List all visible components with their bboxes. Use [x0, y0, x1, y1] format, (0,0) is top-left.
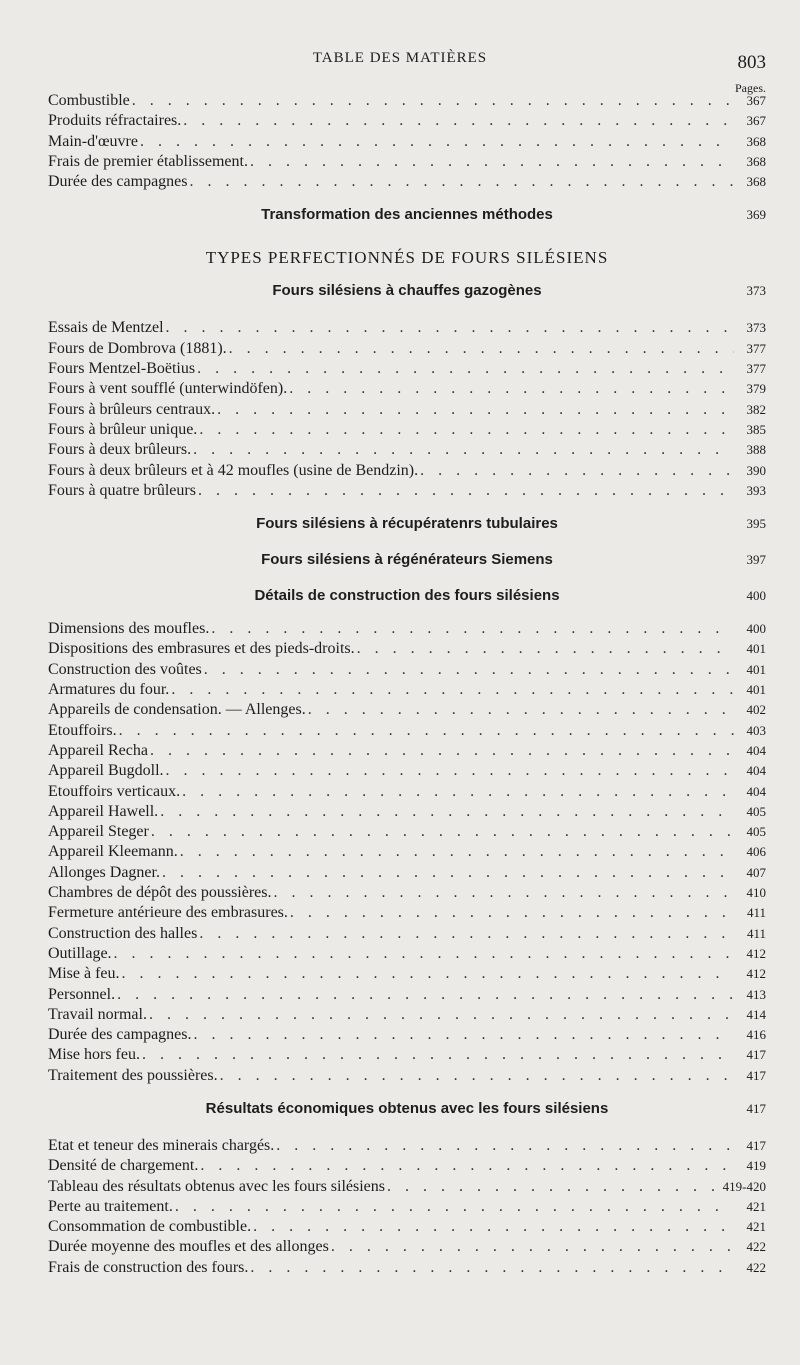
toc-entry	[48, 741, 766, 761]
toc-entry-label: Etouffoirs.	[48, 721, 117, 739]
toc-entry-page: 379	[746, 381, 766, 397]
dot-leader	[253, 1217, 734, 1237]
toc-entry-page: 385	[746, 421, 766, 437]
heading-page: 400	[746, 588, 766, 604]
toc-block-3	[48, 619, 766, 1086]
toc-entry-label: Fours à brûleurs centraux.	[48, 400, 216, 418]
dot-leader	[175, 1197, 734, 1217]
toc-entry-label: Densité de chargement.	[48, 1157, 199, 1175]
toc-entry-page: 411	[746, 905, 766, 921]
toc-entry	[48, 379, 766, 399]
toc-entry	[48, 400, 766, 420]
toc-entry-page: 368	[746, 133, 766, 149]
dot-leader	[420, 461, 734, 481]
dot-leader	[204, 660, 734, 680]
dot-leader	[150, 741, 734, 761]
toc-heading	[48, 278, 766, 304]
toc-heading	[48, 202, 766, 228]
toc-entry-label: Produits réfractaires.	[48, 112, 182, 130]
pages-column-label: Pages.	[735, 81, 766, 95]
toc-entry	[48, 318, 766, 338]
toc-entry-label: Mise hors feu.	[48, 1046, 140, 1064]
dot-leader	[182, 782, 734, 802]
toc-entry	[48, 639, 766, 659]
toc-entry	[48, 111, 766, 131]
toc-entry-page: 412	[746, 945, 766, 961]
toc-entry-label: Outillage.	[48, 944, 112, 962]
dot-leader	[198, 481, 734, 501]
toc-entry-page: 416	[746, 1027, 766, 1043]
toc-entry-page: 405	[746, 824, 766, 840]
toc-block-2	[48, 318, 766, 501]
toc-entry	[48, 802, 766, 822]
dot-leader	[190, 172, 735, 192]
dot-leader	[119, 721, 734, 741]
toc-entry-label: Appareils de condensation. — Allenges.	[48, 701, 306, 719]
toc-entry-page: 413	[746, 986, 766, 1002]
dot-leader	[142, 1045, 734, 1065]
toc-entry-label: Appareil Kleemann.	[48, 843, 178, 861]
toc-entry	[48, 721, 766, 741]
toc-entry	[48, 461, 766, 481]
toc-entry-label: Perte au traitement.	[48, 1197, 173, 1215]
toc-entry	[48, 1217, 766, 1237]
toc-entry	[48, 172, 766, 192]
toc-entry-page: 377	[746, 361, 766, 377]
toc-entry-label: Dispositions des embrasures et des pieds-droits.	[48, 640, 355, 658]
toc-entry-label: Fours à deux brûleurs.	[48, 441, 192, 459]
toc-entry-label: Armatures du four.	[48, 681, 170, 699]
toc-entry	[48, 700, 766, 720]
toc-entry-label: Consommation de combustible.	[48, 1218, 252, 1236]
dot-leader	[357, 639, 734, 659]
toc-entry	[48, 822, 766, 842]
dot-leader	[194, 1025, 735, 1045]
toc-entry-label: Fours à quatre brûleurs	[48, 481, 196, 499]
toc-entry	[48, 761, 766, 781]
toc-entry	[48, 964, 766, 984]
page-number: 803	[737, 52, 766, 73]
heading-page: 395	[746, 516, 766, 532]
toc-entry	[48, 359, 766, 379]
toc-heading	[48, 1096, 766, 1122]
toc-entry-label: Construction des halles	[48, 924, 198, 942]
toc-entry-page: 402	[746, 702, 766, 718]
toc-entry	[48, 91, 766, 111]
toc-entry-page: 404	[746, 763, 766, 779]
toc-entry-page: 419-420	[722, 1178, 766, 1194]
toc-entry-label: Fermeture antérieure des embrasures.	[48, 904, 288, 922]
running-head	[0, 50, 800, 73]
dot-leader	[122, 964, 734, 984]
toc-entry-label: Fours à deux brûleurs et à 42 moufles (usine de Bendzin).	[48, 461, 419, 479]
toc-entry	[48, 903, 766, 923]
toc-entry-label: Frais de premier établissement.	[48, 152, 248, 170]
dot-leader	[289, 379, 734, 399]
toc-entry-label: Appareil Bugdoll.	[48, 762, 164, 780]
toc-entry-label: Fours Mentzel-Boëtius	[48, 360, 196, 378]
toc-entry-page: 417	[746, 1067, 766, 1083]
toc-block-1	[48, 91, 766, 192]
toc-entry-page: 390	[746, 462, 766, 478]
toc-entry	[48, 1136, 766, 1156]
toc-entry-page: 406	[746, 844, 766, 860]
toc-entry-label: Allonges Dagner.	[48, 863, 160, 881]
dot-leader	[220, 1066, 734, 1086]
toc-entry	[48, 440, 766, 460]
toc-entry	[48, 619, 766, 639]
toc-entry-label: Combustible	[48, 92, 130, 109]
dot-leader	[183, 111, 734, 131]
toc-entry-page: 421	[746, 1198, 766, 1214]
dot-leader	[166, 761, 734, 781]
heading-label: Fours silésiens à récupératenrs tubulaires	[256, 515, 558, 533]
dot-leader	[250, 1258, 734, 1278]
toc-entry-page: 412	[746, 966, 766, 982]
toc-entry-label: Fours à brûleur unique.	[48, 420, 198, 438]
toc-entry-page: 421	[746, 1219, 766, 1235]
toc-entry-page: 373	[746, 320, 766, 336]
heading-label: Résultats économiques obtenus avec les fours silésiens	[205, 1099, 609, 1117]
toc-entry-label: Durée des campagnes	[48, 173, 188, 191]
toc-entry	[48, 1197, 766, 1217]
toc-entry-page: 401	[746, 641, 766, 657]
toc-entry-page: 419	[746, 1158, 766, 1174]
toc-entry	[48, 1005, 766, 1025]
dot-leader	[199, 924, 734, 944]
toc-entry-page: 382	[746, 401, 766, 417]
dot-leader	[250, 152, 734, 172]
toc-entry-label: Durée moyenne des moufles et des allonges	[48, 1238, 329, 1256]
dot-leader	[199, 420, 734, 440]
toc-entry-label: Construction des voûtes	[48, 660, 202, 678]
toc-entry	[48, 883, 766, 903]
toc-entry	[48, 944, 766, 964]
toc-entry	[48, 152, 766, 172]
toc-entry	[48, 481, 766, 501]
toc-entry-label: Durée des campagnes.	[48, 1026, 192, 1044]
dot-leader	[114, 944, 734, 964]
toc-entry	[48, 339, 766, 359]
heading-page: 373	[746, 283, 766, 299]
toc-entry-label: Dimensions des moufles.	[48, 620, 210, 638]
dot-leader	[290, 903, 734, 923]
toc-entry	[48, 842, 766, 862]
toc-entry-label: Mise à feu.	[48, 965, 120, 983]
dot-leader	[149, 1005, 734, 1025]
toc-heading	[48, 511, 766, 537]
dot-leader	[308, 700, 734, 720]
heading-page: 417	[746, 1100, 766, 1116]
toc-entry-label: Chambres de dépôt des poussières.	[48, 884, 272, 902]
toc-entry-page: 407	[746, 864, 766, 880]
toc-entry-page: 400	[746, 621, 766, 637]
heading-label: Transformation des anciennes méthodes	[261, 206, 553, 224]
toc-entry-page: 377	[746, 340, 766, 356]
toc-entry-page: 417	[746, 1137, 766, 1153]
toc-entry-label: Etat et teneur des minerais chargés.	[48, 1136, 275, 1154]
toc-entry-label: Fours à vent soufflé (unterwindöfen).	[48, 380, 288, 398]
dot-leader	[132, 91, 734, 111]
dot-leader	[274, 883, 734, 903]
toc-entry-page: 368	[746, 174, 766, 190]
toc-entry-label: Appareil Hawell.	[48, 802, 159, 820]
toc-entry	[48, 1237, 766, 1257]
toc-entry-label: Fours de Dombrova (1881).	[48, 339, 227, 357]
dot-leader	[387, 1177, 721, 1197]
dot-leader	[211, 619, 734, 639]
toc-entry-page: 393	[746, 482, 766, 498]
dot-leader	[160, 802, 734, 822]
running-title: TABLE DES MATIÈRES	[312, 50, 488, 66]
heading-label: Fours silésiens à régénérateurs Siemens	[261, 551, 553, 569]
dot-leader	[140, 132, 734, 152]
toc-entry-label: Appareil Recha	[48, 741, 148, 759]
toc-entry	[48, 1025, 766, 1045]
toc-entry-label: Main-d'œuvre	[48, 132, 138, 150]
toc-heading	[48, 547, 766, 573]
toc-entry	[48, 1066, 766, 1086]
toc-entry-page: 403	[746, 722, 766, 738]
toc-entry-page: 404	[746, 742, 766, 758]
toc-entry	[48, 863, 766, 883]
toc-entry-label: Tableau des résultats obtenus avec les fours silésiens	[48, 1177, 386, 1195]
toc-entry-label: Essais de Mentzel	[48, 319, 164, 337]
toc-entry	[48, 420, 766, 440]
toc-entry-page: 368	[746, 153, 766, 169]
toc-entry	[48, 132, 766, 152]
dot-leader	[162, 863, 734, 883]
toc-heading	[48, 583, 766, 609]
heading-label: Fours silésiens à chauffes gazogènes	[272, 282, 542, 300]
toc-entry-label: Etouffoirs verticaux.	[48, 782, 181, 800]
dot-leader	[276, 1136, 734, 1156]
dot-leader	[171, 680, 734, 700]
heading-page: 397	[746, 552, 766, 568]
toc-entry-page: 404	[746, 783, 766, 799]
toc-block-4	[48, 1136, 766, 1278]
heading-label: Détails de construction des fours silésiens	[254, 587, 560, 605]
toc-entry	[48, 1258, 766, 1278]
toc-entry	[48, 680, 766, 700]
toc-entry-label: Traitement des poussières.	[48, 1066, 218, 1084]
toc-entry-page: 414	[746, 1006, 766, 1022]
toc-entry-label: Appareil Steger	[48, 823, 149, 841]
dot-leader	[193, 440, 734, 460]
toc-entry-page: 417	[746, 1047, 766, 1063]
toc-entry	[48, 782, 766, 802]
toc-entry-page: 405	[746, 803, 766, 819]
toc-entry	[48, 1045, 766, 1065]
section-title: TYPES PERFECTIONNÉS DE FOURS SILÉSIENS	[205, 248, 609, 268]
toc-entry-label: Travail normal.	[48, 1005, 147, 1023]
dot-leader	[151, 822, 734, 842]
dot-leader	[217, 400, 734, 420]
dot-leader	[166, 318, 734, 338]
toc-entry-label: Personnel.	[48, 985, 116, 1003]
toc-entry-page: 401	[746, 682, 766, 698]
toc-entry-page: 422	[746, 1259, 766, 1275]
toc-entry-page: 422	[746, 1239, 766, 1255]
toc-entry-page: 367	[746, 113, 766, 129]
toc-entry	[48, 1177, 766, 1197]
table-of-contents	[48, 91, 766, 1278]
dot-leader	[229, 339, 734, 359]
toc-entry-page: 401	[746, 661, 766, 677]
dot-leader	[200, 1156, 734, 1176]
toc-entry-page: 410	[746, 885, 766, 901]
dot-leader	[180, 842, 734, 862]
toc-entry-page: 388	[746, 442, 766, 458]
toc-entry-page: 411	[746, 925, 766, 941]
toc-entry	[48, 985, 766, 1005]
heading-page: 369	[746, 207, 766, 223]
dot-leader	[117, 985, 734, 1005]
dot-leader	[197, 359, 734, 379]
toc-entry	[48, 660, 766, 680]
dot-leader	[331, 1237, 734, 1257]
toc-entry	[48, 924, 766, 944]
toc-entry-page: 367	[746, 93, 766, 108]
toc-entry-label: Frais de construction des fours.	[48, 1258, 249, 1276]
toc-entry	[48, 1156, 766, 1176]
